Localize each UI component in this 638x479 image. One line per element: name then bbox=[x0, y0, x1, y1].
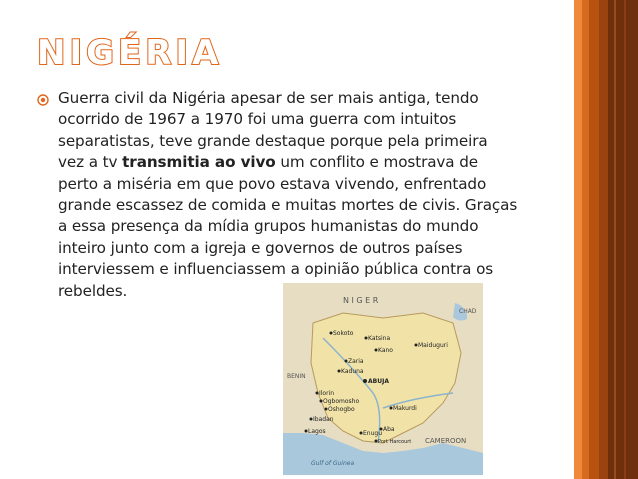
map-label-benin: BENIN bbox=[287, 373, 306, 380]
target-bullet-icon bbox=[37, 94, 49, 109]
map-label-port-harcourt: Port Harcourt bbox=[378, 439, 412, 445]
map-label-sokoto: Sokoto bbox=[333, 330, 354, 337]
map-label-ibadan: Ibadan bbox=[313, 416, 334, 423]
paragraph-text: Guerra civil da Nigéria apesar de ser mais antiga, tendo ocorrido de 1967 a 1970 foi uma guerra com intuitos separatistas, teve grande destaque porque pela primeira vez a tv bbox=[58, 89, 488, 172]
map-label-kano: Kano bbox=[378, 347, 393, 354]
map-label-aba: Aba bbox=[383, 426, 395, 433]
map-label-abuja: ABUJA bbox=[368, 378, 389, 385]
map-label-katsina: Katsina bbox=[368, 335, 391, 342]
map-label-chad: CHAD bbox=[459, 308, 477, 315]
map-label-zaria: Zaria bbox=[348, 358, 364, 365]
map-label-enugu: Enugu bbox=[363, 430, 383, 437]
map-label-lagos: Lagos bbox=[308, 428, 326, 435]
map-label-cameroon: CAMEROON bbox=[425, 437, 467, 445]
map-label-gulf: Gulf of Guinea bbox=[311, 460, 355, 467]
page-title: NIGÉRIA bbox=[37, 33, 223, 73]
map-label-makurdi: Makurdi bbox=[393, 405, 417, 412]
decorative-side-stripe bbox=[574, 0, 638, 479]
map-label-kaduna: Kaduna bbox=[341, 368, 364, 375]
nigeria-map-image bbox=[283, 283, 483, 475]
map-label-ilorin: Ilorin bbox=[319, 390, 335, 397]
paragraph-text-continued: um conflito e mostrava de perto a miséria em que povo estava vivendo, enfrentado grande escassez de comida e muitas mortes de civis. Graças a essa presença da mídia grupos humanistas do mundo inteiro junto com a igreja e governos de outros países interviessem e influenciassem a opinião pública contra os rebeldes. bbox=[58, 153, 518, 300]
body-paragraph bbox=[58, 88, 518, 302]
map-label-maiduguri: Maiduguri bbox=[418, 342, 448, 349]
map-label-oshogbo: Oshogbo bbox=[328, 406, 355, 413]
paragraph-bold-text: transmitia ao vivo bbox=[122, 153, 276, 172]
map-label-niger: N I G E R bbox=[343, 296, 379, 305]
map-label-ogbomosho: Ogbomosho bbox=[323, 398, 360, 405]
